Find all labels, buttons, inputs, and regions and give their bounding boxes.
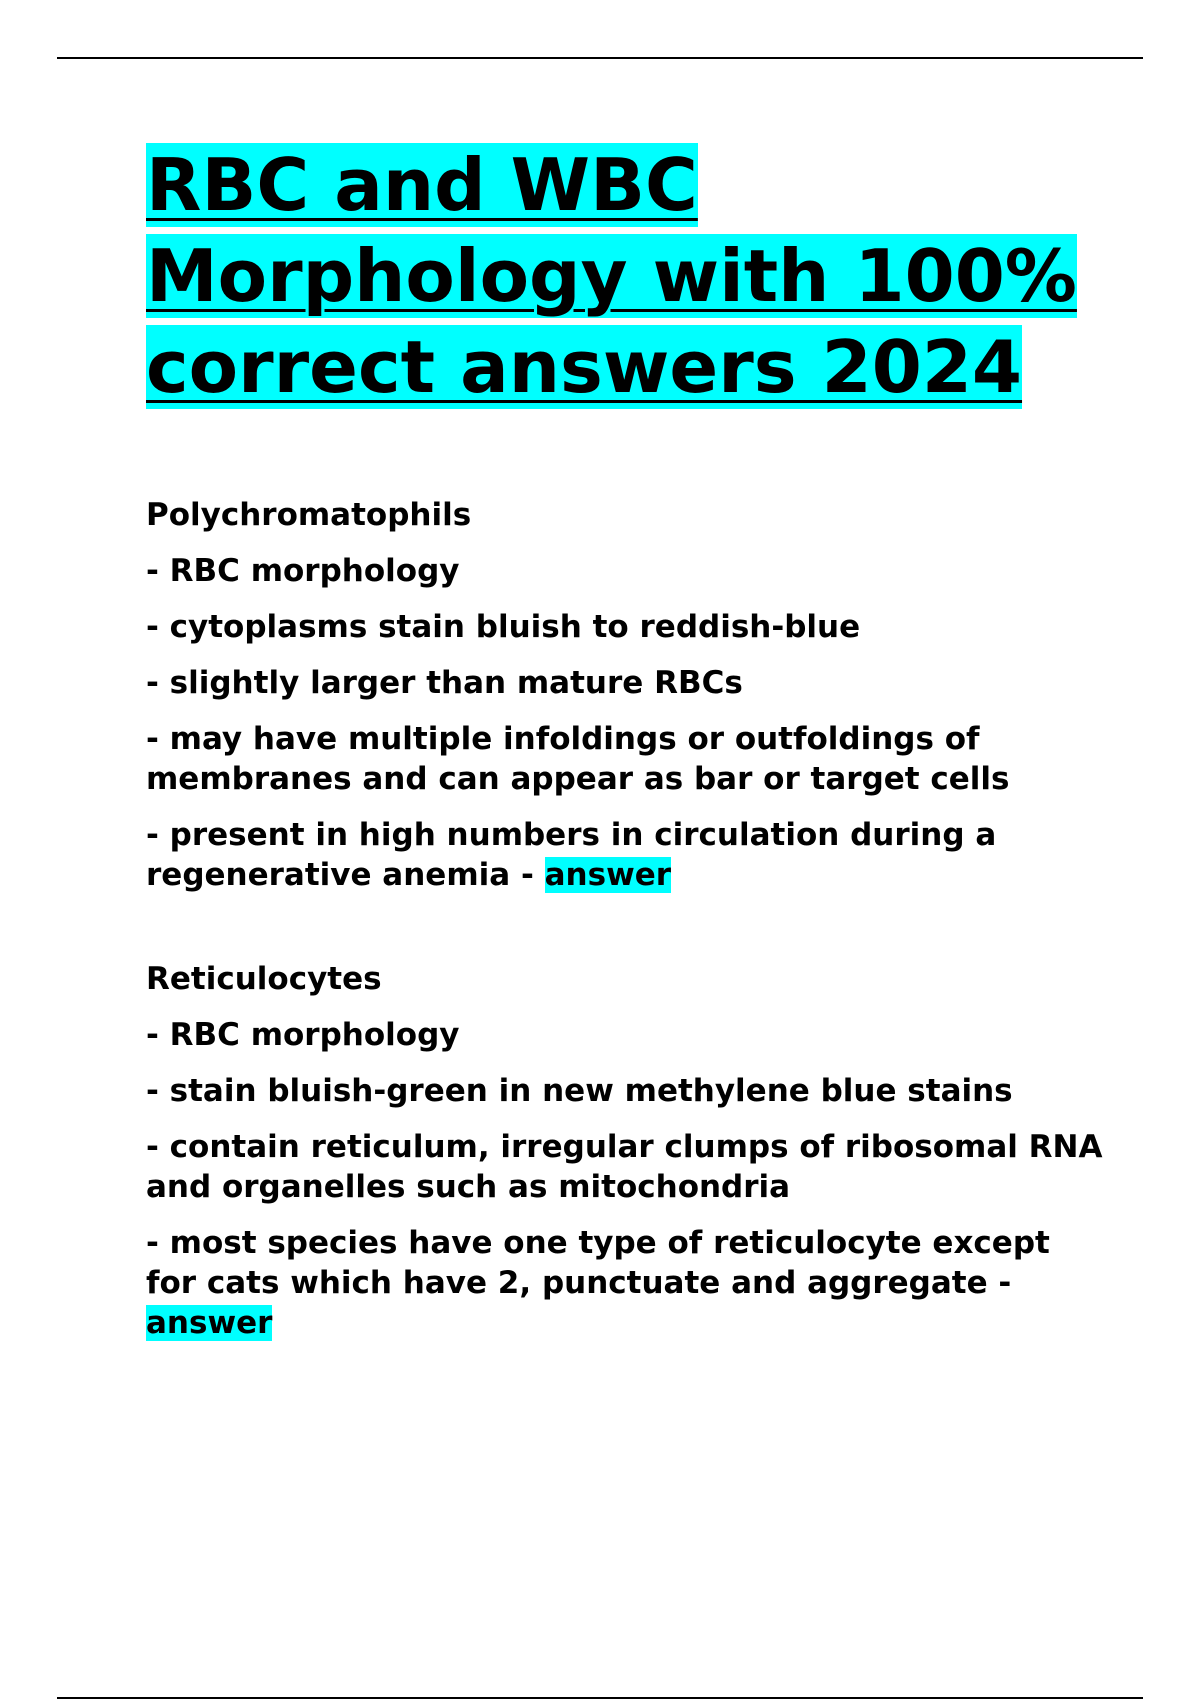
header-rule (57, 57, 1143, 59)
entry-point-with-answer (146, 1223, 1106, 1343)
entry-point: - cytoplasms stain bluish to reddish-blue (146, 609, 861, 645)
entry-term: Reticulocytes (146, 961, 382, 997)
entry-point: - may have multiple infoldings or outfoldings of membranes and can appear as bar or target cells (146, 721, 1010, 797)
qa-entry-reticulocytes (146, 959, 1106, 1343)
entry-point: - RBC morphology (146, 553, 460, 589)
entry-point-text: - present in high numbers in circulation during a regenerative anemia - (146, 817, 997, 893)
answer-highlight: answer (544, 857, 672, 893)
title-line: correct answers 2024 (146, 325, 1023, 409)
document-title (146, 140, 1106, 413)
qa-entry-polychromatophils (146, 495, 1106, 895)
entry-term: Polychromatophils (146, 497, 472, 533)
entry-point-text: - most species have one type of reticulocyte except for cats which have 2, punctuate and aggregate - (146, 1225, 1050, 1301)
entry-point: - contain reticulum, irregular clumps of ribosomal RNA and organelles such as mitochondria (146, 1129, 1103, 1205)
entry-point: - RBC morphology (146, 1017, 460, 1053)
entry-point-with-answer (146, 815, 1106, 895)
entry-point: - slightly larger than mature RBCs (146, 665, 743, 701)
entry-point: - stain bluish-green in new methylene blue stains (146, 1073, 1013, 1109)
footer-rule (57, 1697, 1143, 1699)
title-line: RBC and WBC (146, 143, 698, 227)
title-line: Morphology with 100% (146, 234, 1077, 318)
document-body (146, 140, 1106, 1359)
answer-highlight: answer (146, 1305, 273, 1341)
